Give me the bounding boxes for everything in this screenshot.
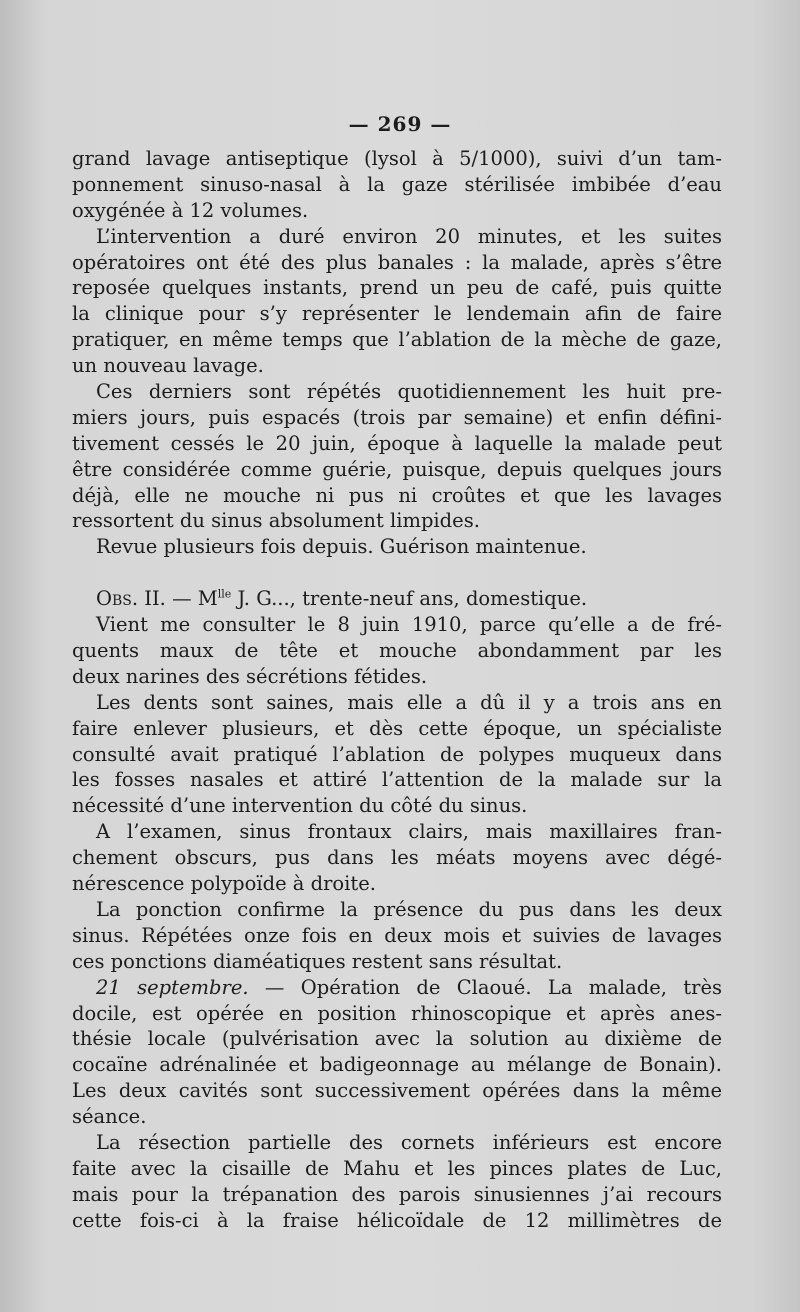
observation-dash: — M <box>165 587 218 611</box>
text-line: thésie locale (pulvérisation avec la solution au dixième de <box>72 1027 722 1051</box>
text-line: L’intervention a duré environ 20 minutes, et les suites <box>96 224 722 248</box>
text-line: faite avec la cisaille de Mahu et les pinces plates de Luc, <box>72 1156 722 1180</box>
text-line: miers jours, puis espacés (trois par semaine) et enfin défini- <box>72 405 722 429</box>
text-line: séance. <box>72 1105 147 1129</box>
text-line: déjà, elle ne mouche ni pus ni croûtes et que les lavages <box>72 483 722 507</box>
text-line: docile, est opérée en position rhinoscopique et après anes- <box>72 1001 722 1025</box>
text-line: un nouveau lavage. <box>72 354 264 378</box>
text-line: quents maux de tête et mouche abondamment par les <box>72 639 722 663</box>
text-line: oxygénée à 12 volumes. <box>72 198 309 222</box>
text-line: être considérée comme guérie, puisque, depuis quelques jours <box>72 457 722 481</box>
text-line: Les dents sont saines, mais elle a dû il y a trois ans en <box>96 690 722 714</box>
text-line: les fosses nasales et attiré l’attention de la malade sur la <box>72 768 722 792</box>
text-line: Les deux cavités sont successivement opérées dans la même <box>72 1079 722 1103</box>
text-line: faire enlever plusieurs, et dès cette époque, un spécialiste <box>72 716 722 740</box>
page-number: — 269 — <box>348 112 452 136</box>
text-line: sinus. Répétées onze fois en deux mois et suivies de lavages <box>72 923 722 947</box>
text-line: opératoires ont été des plus banales : la malade, après s’être <box>72 250 722 274</box>
text-line: La ponction confirme la présence du pus dans les deux <box>96 897 722 921</box>
text-line: Vient me consulter le 8 juin 1910, parce qu’elle a de fré- <box>96 613 722 637</box>
observation-rest: J. G..., trente-neuf ans, domestique. <box>231 587 588 611</box>
text-line: Revue plusieurs fois depuis. Guérison maintenue. <box>96 535 587 559</box>
text-line: nécessité d’une intervention du côté du sinus. <box>72 794 528 818</box>
text-line: ces ponctions diaméatiques restent sans résultat. <box>72 949 563 973</box>
body-text <box>72 146 722 1234</box>
text-line: la clinique pour s’y représenter le lendemain afin de faire <box>72 302 722 326</box>
text-line: chement obscurs, pus dans les méats moyens avec dégé- <box>72 846 722 870</box>
text-line: consulté avait pratiqué l’ablation de polypes muqueux dans <box>72 742 722 766</box>
text-line: Ces derniers sont répétés quotidiennement les huit pre- <box>96 380 722 404</box>
text-fragment: — Opération de Claoué. La malade, très <box>248 975 722 999</box>
section-gap <box>72 560 722 586</box>
text-line: ponnement sinuso-nasal à la gaze stérilisée imbibée d’eau <box>72 172 722 196</box>
observation-title-sup: lle <box>217 587 232 601</box>
text-line: cocaïne adrénalinée et badigeonnage au mélange de Bonain). <box>72 1053 722 1077</box>
text-line <box>72 975 722 1001</box>
date-label: 21 septembre. <box>96 975 249 999</box>
text-line: tivement cessés le 20 juin, époque à laquelle la malade peut <box>72 431 722 455</box>
observation-label: Obs. II. <box>96 587 166 611</box>
text-line: grand lavage antiseptique (lysol à 5/1000), suivi d’un tam- <box>72 147 722 170</box>
text-line: deux narines des sécrétions fétides. <box>72 664 428 688</box>
text-line: cette fois-ci à la fraise hélicoïdale de 12 millimètres de <box>72 1208 722 1232</box>
text-line: pratiquer, en même temps que l’ablation de la mèche de gaze, <box>72 328 722 352</box>
text-line: ressortent du sinus absolument limpides. <box>72 509 480 533</box>
text-line: nérescence polypoïde à droite. <box>72 872 376 896</box>
text-line: La résection partielle des cornets inférieurs est encore <box>96 1130 722 1154</box>
text-line: mais pour la trépanation des parois sinusiennes j’ai recours <box>72 1182 722 1206</box>
text-line: reposée quelques instants, prend un peu de café, puis quitte <box>72 276 722 300</box>
text-line: A l’examen, sinus frontaux clairs, mais maxillaires fran- <box>96 820 722 844</box>
observation-heading <box>72 586 722 612</box>
